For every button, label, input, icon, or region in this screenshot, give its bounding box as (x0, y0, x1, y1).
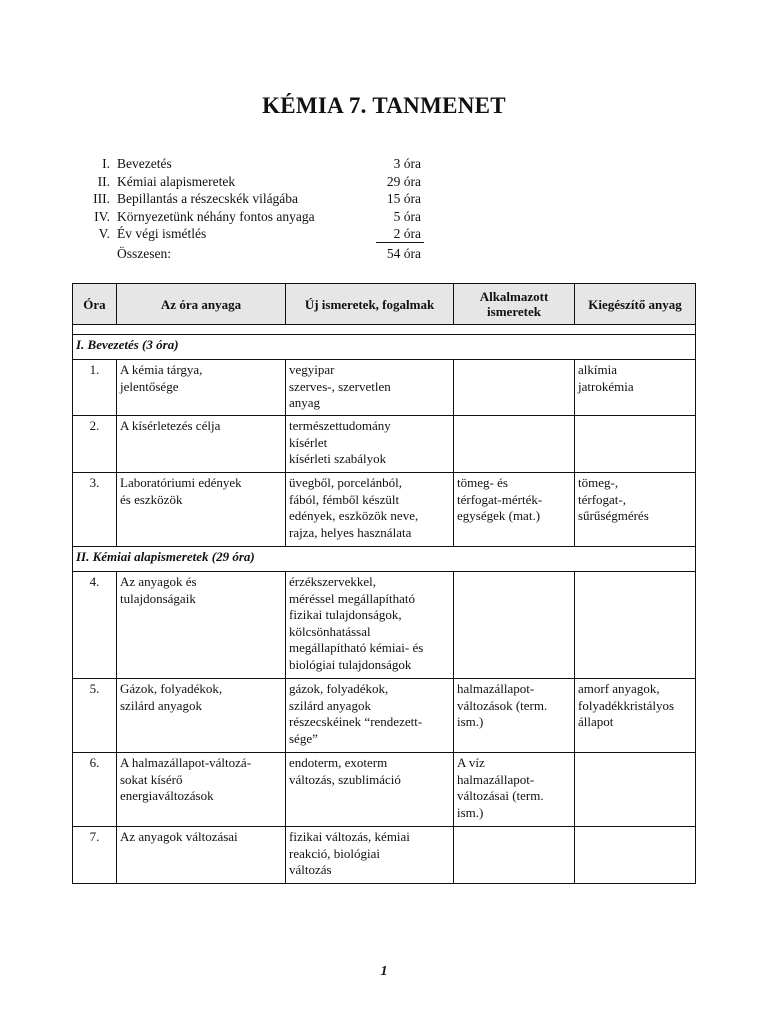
toc-label: Év végi ismétlés (117, 226, 207, 241)
page-number: 1 (380, 964, 388, 979)
toc-label: Környezetünk néhány fontos anyaga (117, 208, 315, 224)
column-header: Óra (73, 284, 117, 325)
table-row (73, 416, 696, 473)
lesson-applied (454, 360, 575, 416)
toc-hours: 15 óra (386, 191, 421, 206)
lesson-new-concepts: üvegből, porcelánból, fából, fémből készült edények, eszközök neve, rajza, helyes használata (286, 473, 454, 547)
lesson-extra (575, 827, 696, 884)
toc-number: II. (97, 173, 110, 189)
section-row (73, 335, 696, 360)
lesson-topic: A kémia tárgya, jelentősége (117, 360, 286, 416)
toc-total-label: Összesen: (117, 246, 171, 261)
column-header: Az óra anyaga (117, 284, 286, 325)
table-row (73, 360, 696, 416)
page-title: KÉMIA 7. TANMENET (262, 93, 506, 118)
lesson-new-concepts: természettudomány kísérlet kísérleti szabályok (286, 416, 454, 473)
lesson-extra (575, 572, 696, 679)
toc-number: V. (98, 226, 110, 241)
lesson-extra (575, 416, 696, 473)
lesson-number: 3. (73, 473, 117, 547)
lesson-new-concepts: vegyipar szerves-, szervetlen anyag (286, 360, 454, 416)
lesson-number: 6. (73, 753, 117, 827)
table-row (73, 473, 696, 547)
lesson-applied: A víz halmazállapot- változásai (term. ism.) (454, 753, 575, 827)
table-row (73, 827, 696, 884)
lesson-applied: tömeg- és térfogat-mérték- egységek (mat.) (454, 473, 575, 547)
toc-label: Bepillantás a részecskék világába (117, 191, 299, 206)
toc-hours: 3 óra (393, 156, 421, 171)
lesson-applied (454, 416, 575, 473)
toc-number: I. (102, 156, 110, 171)
lesson-extra: alkímia jatrokémia (575, 360, 696, 416)
toc-total-hours: 54 óra (386, 246, 421, 261)
lesson-applied: halmazállapot- változások (term. ism.) (454, 679, 575, 753)
toc-hours: 29 óra (386, 173, 421, 189)
toc-hours: 5 óra (393, 208, 421, 224)
toc-number: III. (93, 191, 110, 206)
section-row (73, 547, 696, 572)
lesson-plan-table (72, 283, 696, 884)
column-header: Új ismeretek, fogalmak (286, 284, 454, 325)
toc-total-row (80, 246, 425, 263)
table-header-row (73, 284, 696, 325)
table-row (73, 572, 696, 679)
lesson-extra: tömeg-, térfogat-, sűrűségmérés (575, 473, 696, 547)
lesson-number: 2. (73, 416, 117, 473)
lesson-extra: amorf anyagok, folyadékkristályos állapot (575, 679, 696, 753)
toc-hours: 2 óra (393, 226, 421, 241)
lesson-new-concepts: fizikai változás, kémiai reakció, biológiai változás (286, 827, 454, 884)
lesson-number: 1. (73, 360, 117, 416)
lesson-applied (454, 827, 575, 884)
table-spacer (73, 325, 696, 335)
table-row (73, 679, 696, 753)
lesson-topic: Az anyagok változásai (117, 827, 286, 884)
lesson-new-concepts: endoterm, exoterm változás, szublimáció (286, 753, 454, 827)
lesson-extra (575, 753, 696, 827)
lesson-topic: Az anyagok és tulajdonságaik (117, 572, 286, 679)
lesson-topic: A kísérletezés célja (117, 416, 286, 473)
section-title: I. Bevezetés (3 óra) (73, 335, 696, 360)
lesson-topic: Gázok, folyadékok, szilárd anyagok (117, 679, 286, 753)
lesson-number: 4. (73, 572, 117, 679)
lesson-new-concepts: gázok, folyadékok, szilárd anyagok részecskéinek “rendezett- sége” (286, 679, 454, 753)
toc-label: Kémiai alapismeretek (117, 173, 236, 189)
column-header: Kiegészítő anyag (575, 284, 696, 325)
column-header: Alkalmazott ismeretek (454, 284, 575, 325)
total-divider (376, 242, 424, 243)
lesson-number: 5. (73, 679, 117, 753)
section-title: II. Kémiai alapismeretek (29 óra) (73, 547, 696, 572)
table-row (73, 753, 696, 827)
lesson-topic: Laboratóriumi edények és eszközök (117, 473, 286, 547)
lesson-topic: A halmazállapot-változá- sokat kísérő energiaváltozások (117, 753, 286, 827)
lesson-number: 7. (73, 827, 117, 884)
lesson-applied (454, 572, 575, 679)
toc-label: Bevezetés (117, 156, 172, 171)
toc-number: IV. (94, 208, 110, 224)
lesson-new-concepts: érzékszervekkel, méréssel megállapítható fizikai tulajdonságok, kölcsönhatással megállapítható kémiai- és biológiai tulajdonságok (286, 572, 454, 679)
